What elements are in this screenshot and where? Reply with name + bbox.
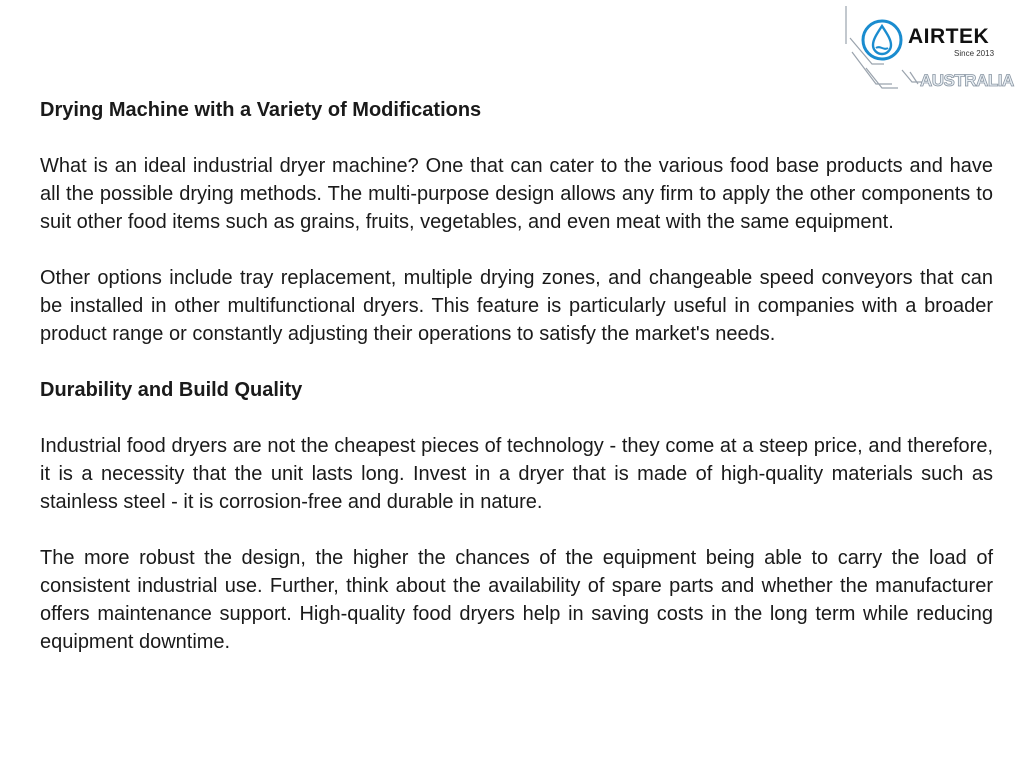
logo-wordmark: AIRTEK [908,25,990,48]
airtek-droplet-icon [860,18,904,62]
section-heading-durability: Durability and Build Quality [40,379,303,401]
logo-region: AUSTRALIA [920,71,1014,90]
paragraph-other-options: Other options include tray replacement, multiple drying zones, and changeable speed conveyors that can be installed in other multifunctional dryers. This feature is particularly useful in companies with a broader product range or constantly adjusting their operations to satisfy the market's needs. [40,267,993,345]
paragraph-ideal-dryer: What is an ideal industrial dryer machine? One that can cater to the various food base products and have all the possible drying methods. The multi-purpose design allows any firm to apply the other components to suit other food items such as grains, fruits, vegetables, and even meat with the same equipment. [40,155,993,233]
article-body [40,96,993,684]
logo-since: Since 2013 [954,49,995,58]
airtek-logo [842,4,1024,92]
paragraph-cost-materials: Industrial food dryers are not the cheapest pieces of technology - they come at a steep price, and therefore, it is a necessity that the unit lasts long. Invest in a dryer that is made of high-quality materials such as stainless steel - it is corrosion-free and durable in nature. [40,435,993,513]
section-heading-modifications: Drying Machine with a Variety of Modifications [40,99,482,121]
paragraph-robust-design: The more robust the design, the higher the chances of the equipment being able to carry the load of consistent industrial use. Further, think about the availability of spare parts and whether the manufacturer offers maintenance support. High-quality food dryers help in saving costs in the long term while reducing equipment downtime. [40,547,993,653]
